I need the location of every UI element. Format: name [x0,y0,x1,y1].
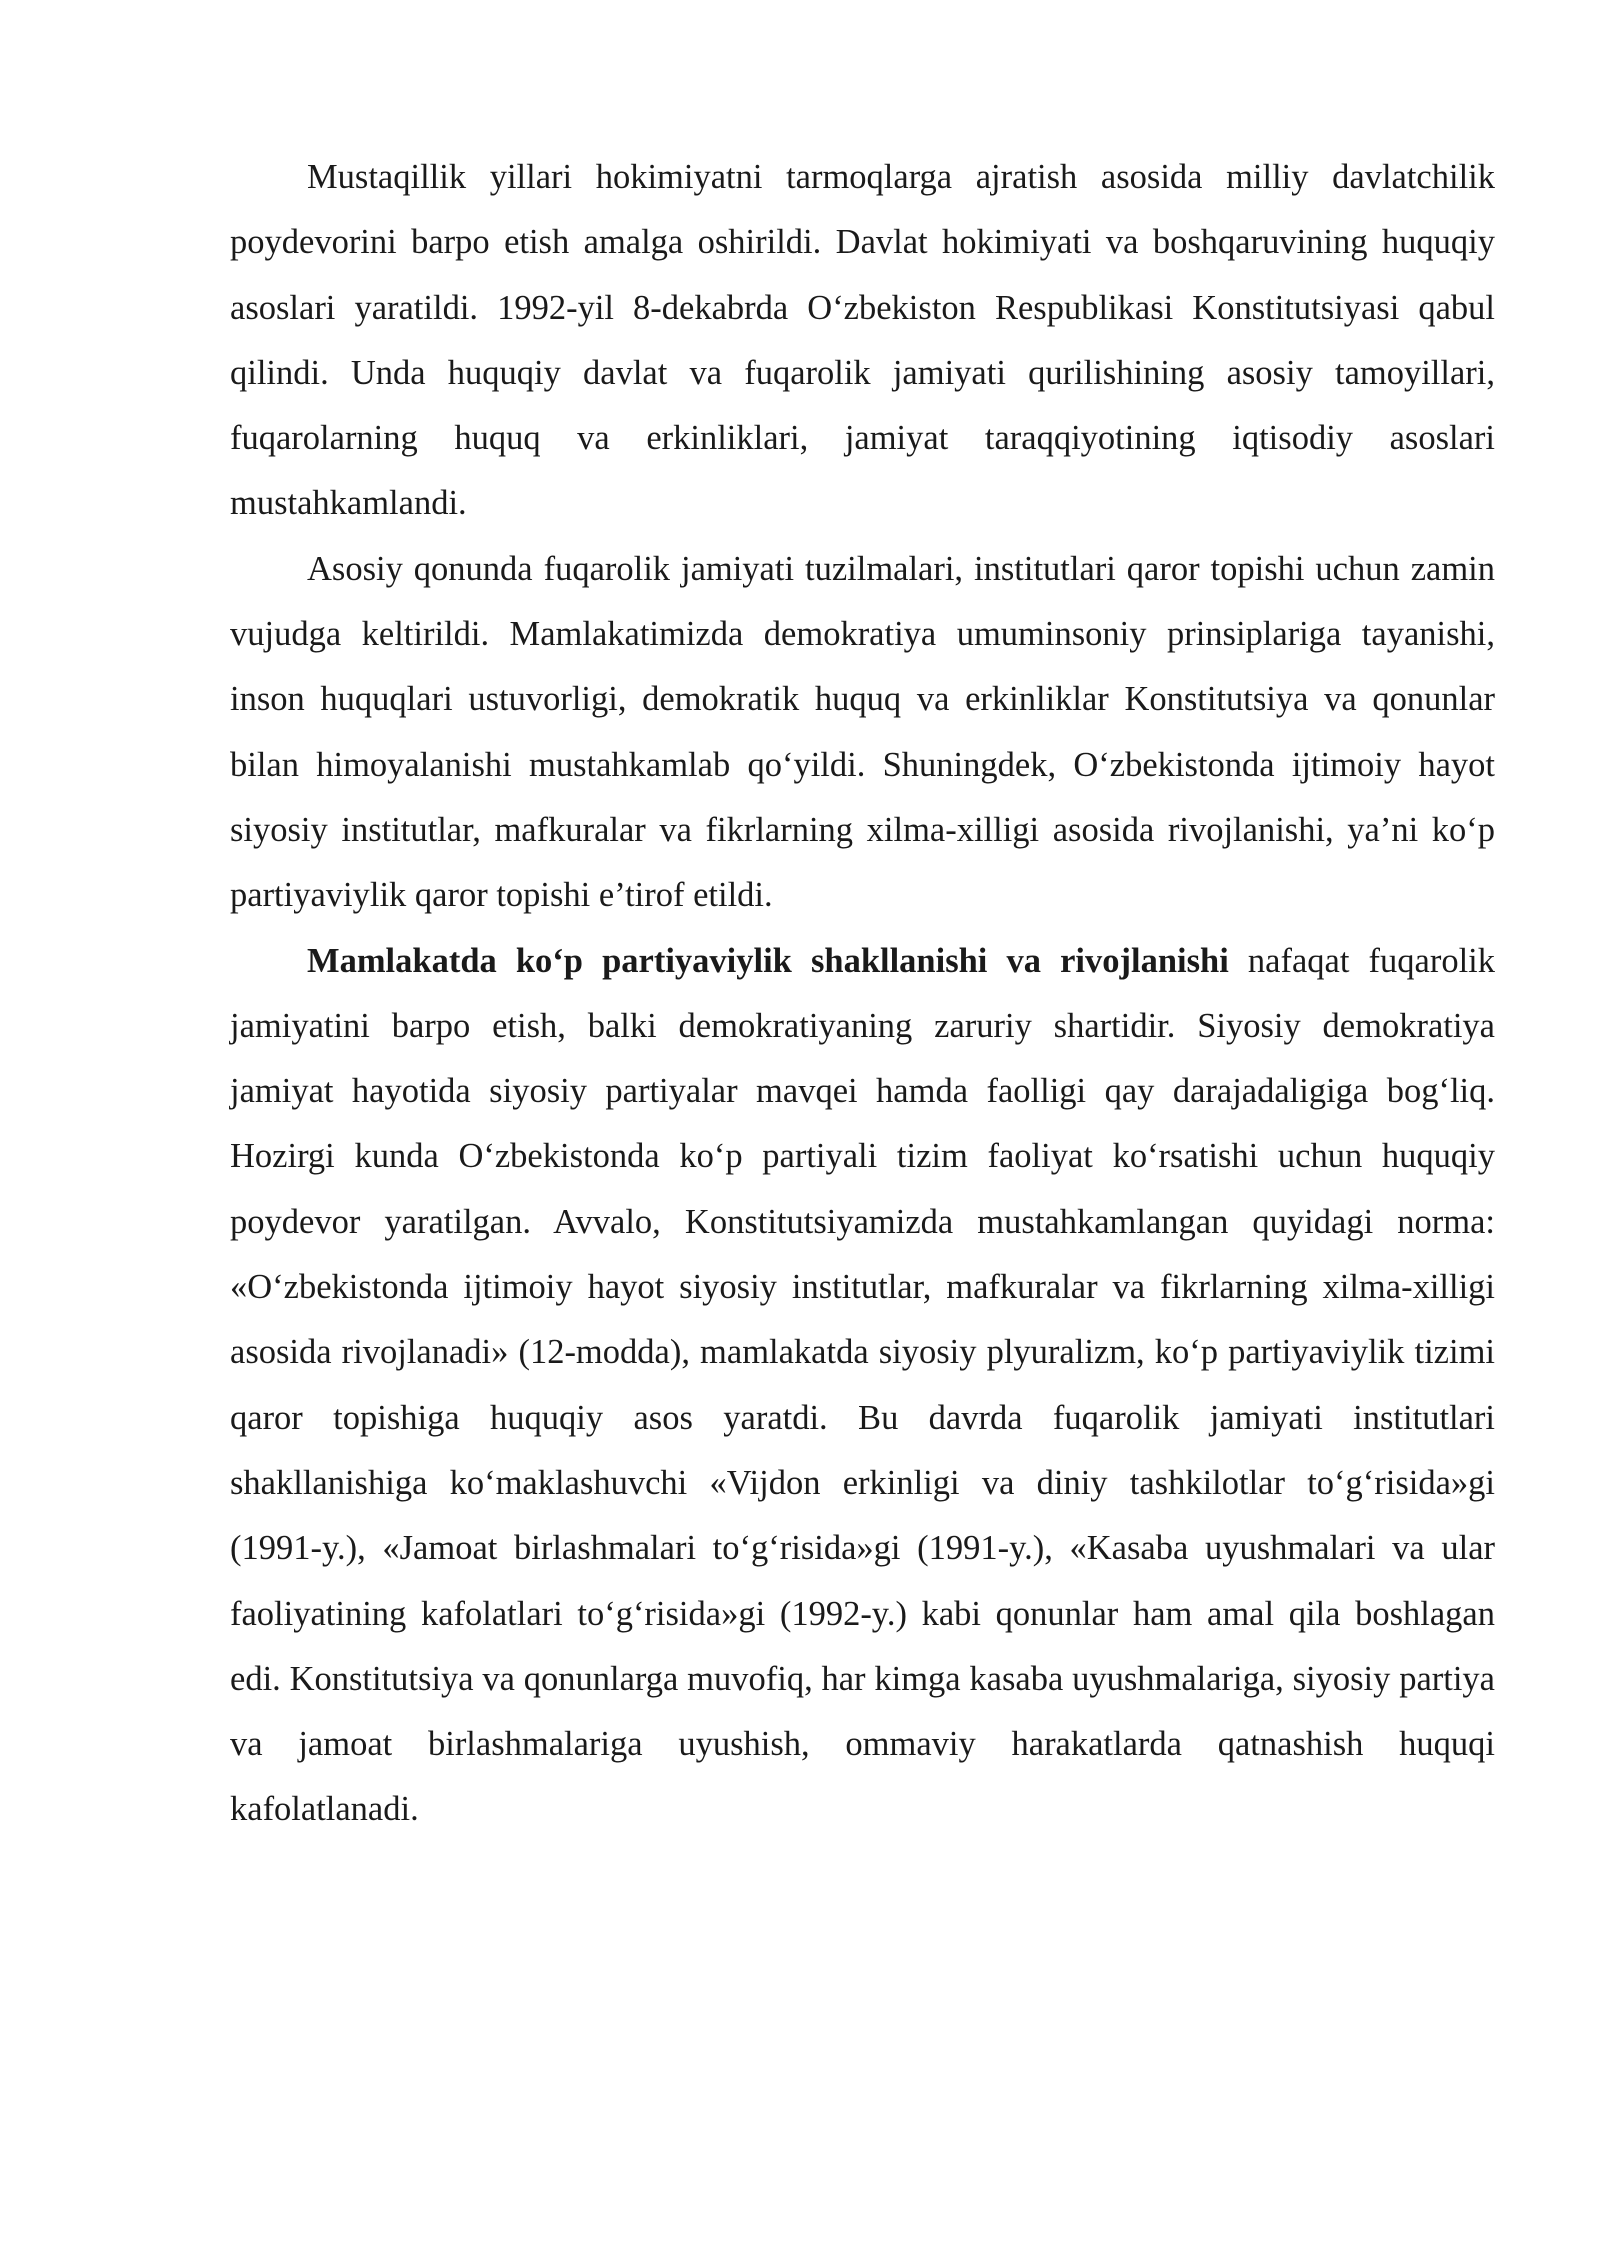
paragraph-1-text: Mustaqillik yillari hokimiyatni tarmoqlarga ajratish asosida milliy davlatchilik poydevorini barpo etish amalga oshirildi. Davlat hokimiyati va boshqaruvining huquqiy asoslari yaratildi. 1992-yil 8-dekabrda O‘zbekiston Respublikasi Konstitutsiyasi qabul qilindi. Unda huquqiy davlat va fuqarolik jamiyati qurilishining asosiy tamoyillari, fuqarolarning huquq va erkinliklari, jamiyat taraqqiyotining iqtisodiy asoslari mustahkamlandi. [230,158,1495,523]
paragraph-3 [230,929,1495,1843]
paragraph-3-bold-lead: Mamlakatda ko‘p partiyaviylik shakllanishi va rivojlanishi [307,941,1229,980]
paragraph-2-text: Asosiy qonunda fuqarolik jamiyati tuzilmalari, institutlari qaror topishi uchun zamin vujudga keltirildi. Mamlakatimizda demokratiya umuminsoniy prinsiplariga tayanishi, inson huquqlari ustuvorligi, demokratik huquq va erkinliklar Konstitutsiya va qonunlar bilan himoyalanishi mustahkamlab qo‘yildi. Shuningdek, O‘zbekistonda ijtimoiy hayot siyosiy institutlar, mafkuralar va fikrlarning xilma-xilligi asosida rivojlanishi, ya’ni ko‘p partiyaviylik qaror topishi e’tirof etildi. [230,549,1495,915]
paragraph-1 [230,145,1495,537]
paragraph-3-text: nafaqat fuqarolik jamiyatini barpo etish, balki demokratiyaning zaruriy shartidir. Siyosiy demokratiya jamiyat hayotida siyosiy partiyalar mavqei hamda faolligi qay darajadaligiga bog‘liq. Hozirgi kunda O‘zbekistonda ko‘p partiyali tizim faoliyat ko‘rsatishi uchun huquqiy poydevor yaratilgan. Avvalo, Konstitutsiyamizda mustahkamlangan quyidagi norma: «O‘zbekistonda ijtimoiy hayot siyosiy institutlar, mafkuralar va fikrlarning xilma-xilligi asosida rivojlanadi» (12-modda), mamlakatda siyosiy plyuralizm, ko‘p partiyaviylik tizimi qaror topishiga huquqiy asos yaratdi. Bu davrda fuqarolik jamiyati institutlari shakllanishiga ko‘maklashuvchi «Vijdon erkinligi va diniy tashkilotlar to‘g‘risida»gi (1991-y.), «Jamoat birlashmalari to‘g‘risida»gi (1991-y.), «Kasaba uyushmalari va ular faoliyatining kafolatlari to‘g‘risida»gi (1992-y.) kabi qonunlar ham amal qila boshlagan edi. Konstitutsiya va qonunlarga muvofiq, har kimga kasaba uyushmalariga, siyosiy partiya va jamoat birlashmalariga uyushish, ommaviy harakatlarda qatnashish huquqi kafolatlanadi. [230,941,1495,1829]
document-body [230,145,1495,1843]
paragraph-2 [230,537,1495,929]
